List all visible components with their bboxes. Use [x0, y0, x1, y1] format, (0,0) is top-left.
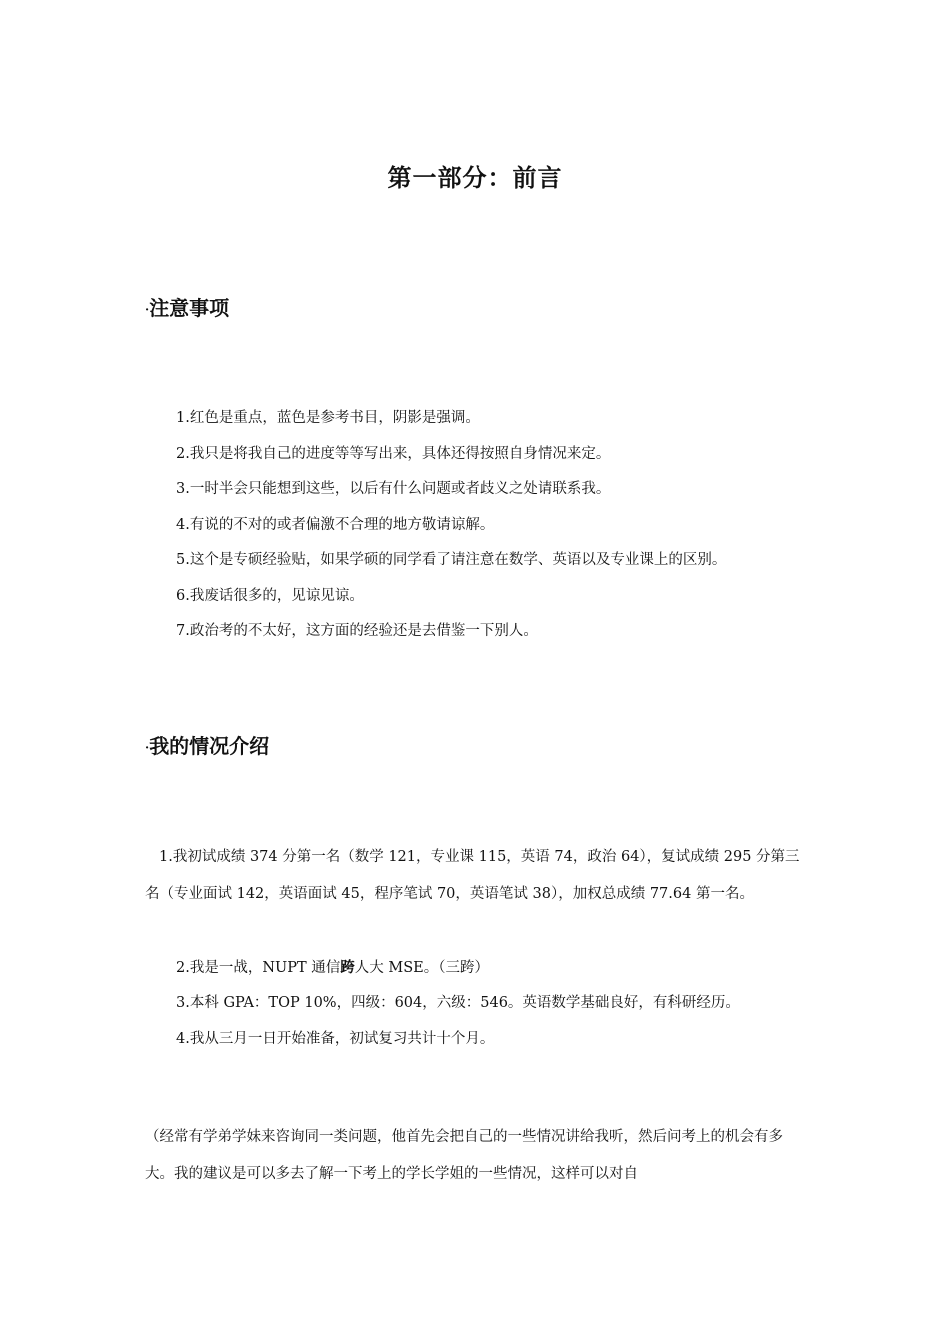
- list-item: 5.这个是专硕经验贴，如果学硕的同学看了请注意在数学、英语以及专业课上的区别。: [176, 552, 727, 568]
- section-heading-text: 我的情况介绍: [149, 734, 270, 758]
- bullet-marker: ·: [145, 302, 150, 317]
- intro-line-2-pre: 2.我是一战，NUPT 通信: [176, 960, 341, 976]
- intro-line-4: 4.我从三月一日开始准备，初试复习共计十个月。: [176, 1031, 495, 1047]
- bullet-marker: ·: [145, 740, 150, 755]
- list-item: 7.政治考的不太好，这方面的经验还是去借鉴一下别人。: [176, 623, 538, 639]
- section-heading-notes: [145, 292, 229, 321]
- list-item: 1.红色是重点，蓝色是参考书目，阴影是强调。: [176, 410, 480, 426]
- list-item: 3.一时半会只能想到这些，以后有什么问题或者歧义之处请联系我。: [176, 481, 611, 497]
- intro-line-3: 3.本科 GPA：TOP 10%，四级：604，六级：546。英语数学基础良好，有科研经历。: [176, 995, 740, 1011]
- list-item: 4.有说的不对的或者偏激不合理的地方敬请谅解。: [176, 516, 495, 533]
- intro-line-2: [176, 956, 489, 977]
- intro-line-2-post: 人大 MSE。（三跨）: [354, 960, 490, 976]
- closing-paragraph: （经常有学弟学妹来咨询同一类问题，他首先会把自己的一些情况讲给我听，然后问考上的机会有多大。我的建议是可以多去了解一下考上的学长学姐的一些情况，这样可以对自: [145, 1129, 783, 1182]
- section-heading-text: 注意事项: [149, 296, 230, 320]
- list-item: 2.我只是将我自己的进度等等写出来，具体还得按照自身情况来定。: [176, 445, 611, 462]
- notes-list: [176, 406, 816, 655]
- intro-paragraph-scores: 1.我初试成绩 374 分第一名（数学 121，专业课 115，英语 74，政治 64），复试成绩 295 分第三名（专业面试 142，英语面试 45，程序笔试 70，英语笔试 38），加权总成绩 77.64 第一名。: [145, 849, 800, 902]
- section-heading-intro: [145, 730, 269, 759]
- list-item: 6.我废话很多的，见谅见谅。: [176, 587, 364, 604]
- intro-line-2-bold: 跨: [340, 959, 355, 976]
- page-title: 第一部分：前言: [387, 163, 563, 192]
